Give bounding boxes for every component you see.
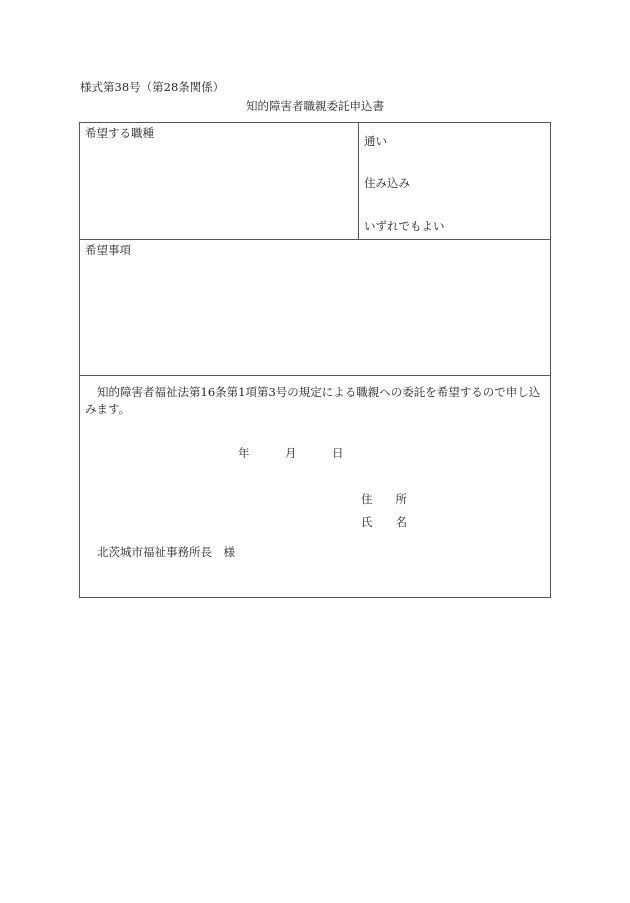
form-title: 知的障害者職親委託申込書 — [246, 99, 384, 113]
addressee: 北茨城市福祉事務所長 様 — [97, 545, 235, 559]
option-live-in[interactable]: 住み込み — [364, 176, 410, 190]
desired-job-label: 希望する職種 — [85, 126, 154, 140]
name-field[interactable] — [420, 510, 545, 528]
name-label: 氏 名 — [361, 515, 407, 529]
option-commute[interactable]: 通い — [364, 134, 387, 148]
row-divider-1 — [80, 239, 550, 240]
address-field[interactable] — [420, 487, 545, 505]
option-either[interactable]: いずれでもよい — [364, 219, 445, 233]
requests-field[interactable] — [85, 259, 545, 369]
requests-label: 希望事項 — [85, 243, 131, 257]
date-year-label: 年 — [238, 446, 250, 460]
row-divider-2 — [80, 375, 550, 376]
column-divider — [358, 123, 359, 239]
address-label: 住 所 — [361, 492, 407, 506]
date-month-label: 月 — [285, 446, 297, 460]
application-form-table — [79, 122, 551, 598]
form-number: 様式第38号（第28条関係） — [80, 80, 225, 94]
application-statement: 知的障害者福祉法第16条第1項第3号の規定による職親への委託を希望するので申し込みます。 — [85, 385, 541, 416]
date-day-label: 日 — [332, 446, 344, 460]
